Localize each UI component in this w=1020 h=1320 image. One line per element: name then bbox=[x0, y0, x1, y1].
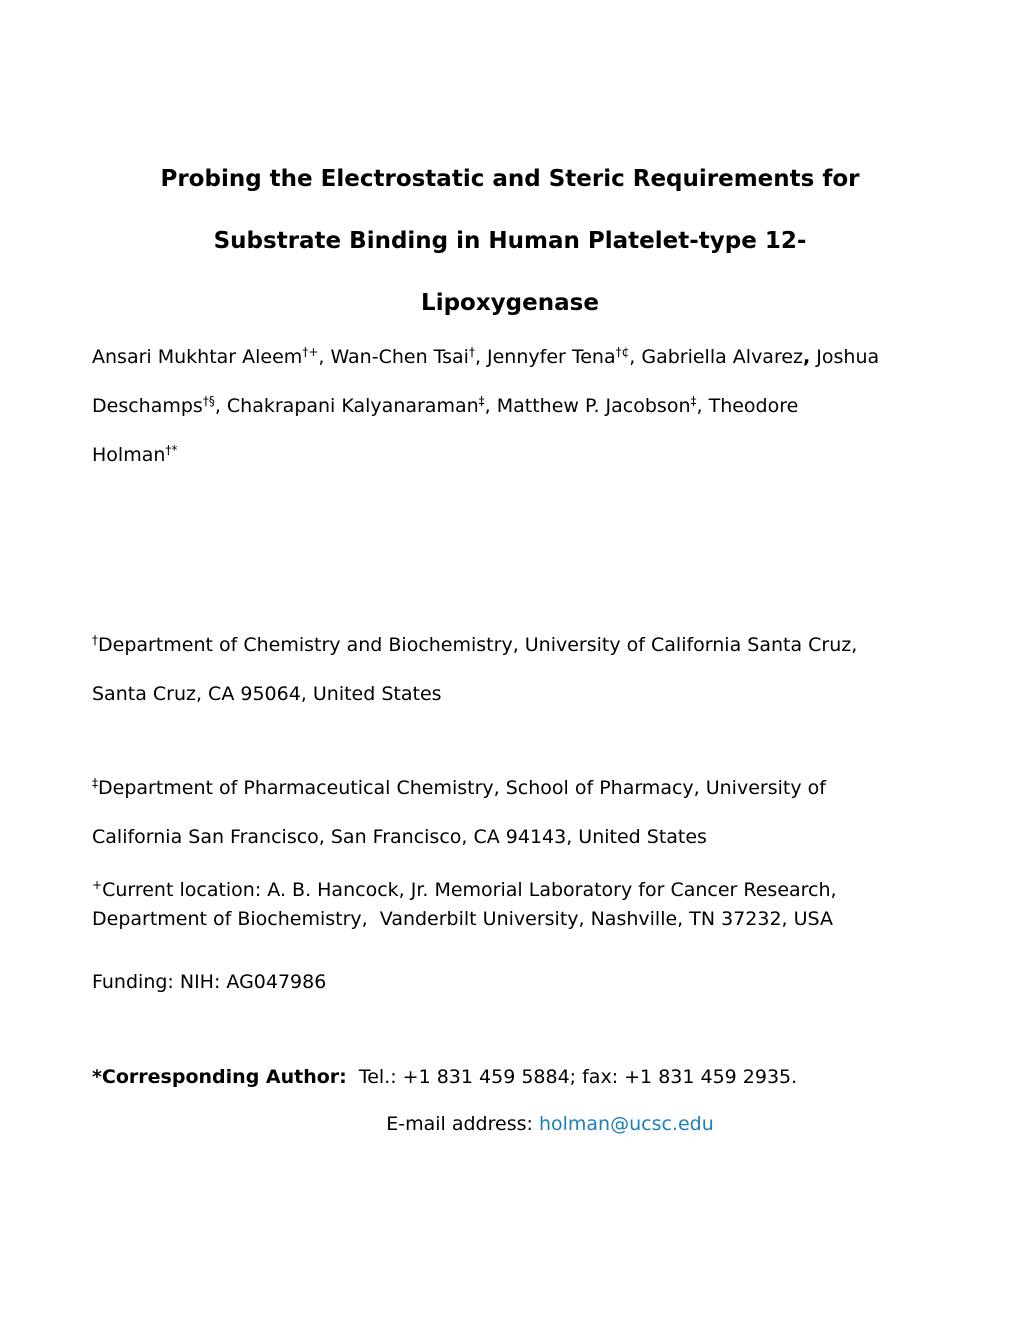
funding-line: Funding: NIH: AG047986 bbox=[92, 971, 327, 993]
author-line-3: Holman†* bbox=[92, 443, 178, 466]
paper-title bbox=[92, 148, 928, 334]
affiliation-line: †Department of Chemistry and Biochemistry, University of California Santa Cruz, bbox=[92, 633, 858, 656]
email-address-line: E-mail address: holman@ucsc.edu bbox=[386, 1113, 714, 1135]
paper-title-line-2: Substrate Binding in Human Platelet-type 12- bbox=[213, 228, 807, 254]
author-line-2: Deschamps†§, Chakrapani Kalyanaraman‡, Matthew P. Jacobson‡, Theodore bbox=[92, 394, 799, 417]
affiliation-line: California San Francisco, San Francisco, CA 94143, United States bbox=[92, 826, 707, 848]
affiliation-pharmaceutical-chemistry bbox=[92, 765, 928, 861]
current-location-line: +Current location: A. B. Hancock, Jr. Memorial Laboratory for Cancer Research, bbox=[92, 878, 837, 901]
affiliation-line: ‡Department of Pharmaceutical Chemistry, School of Pharmacy, University of bbox=[92, 776, 826, 799]
paper-title-line-3: Lipoxygenase bbox=[421, 290, 599, 316]
affiliation-line: Santa Cruz, CA 95064, United States bbox=[92, 683, 442, 705]
funding-note bbox=[92, 959, 928, 1006]
current-location-note bbox=[92, 877, 928, 933]
paper-title-line-1: Probing the Electrostatic and Steric Requirements for bbox=[160, 166, 860, 192]
author-line-1: Ansari Mukhtar Aleem†+, Wan-Chen Tsai†, Jennyfer Tena†¢, Gabriella Alvarez, Joshua bbox=[92, 345, 880, 368]
affiliation-chemistry-biochemistry bbox=[92, 622, 928, 718]
corresponding-author-block bbox=[92, 1054, 928, 1148]
email-link[interactable]: holman@ucsc.edu bbox=[538, 1113, 714, 1135]
corresponding-author-line: *Corresponding Author: Tel.: +1 831 459 5884; fax: +1 831 459 2935. bbox=[92, 1066, 798, 1088]
current-location-line: Department of Biochemistry, Vanderbilt University, Nashville, TN 37232, USA bbox=[92, 908, 833, 930]
author-list bbox=[92, 334, 928, 481]
